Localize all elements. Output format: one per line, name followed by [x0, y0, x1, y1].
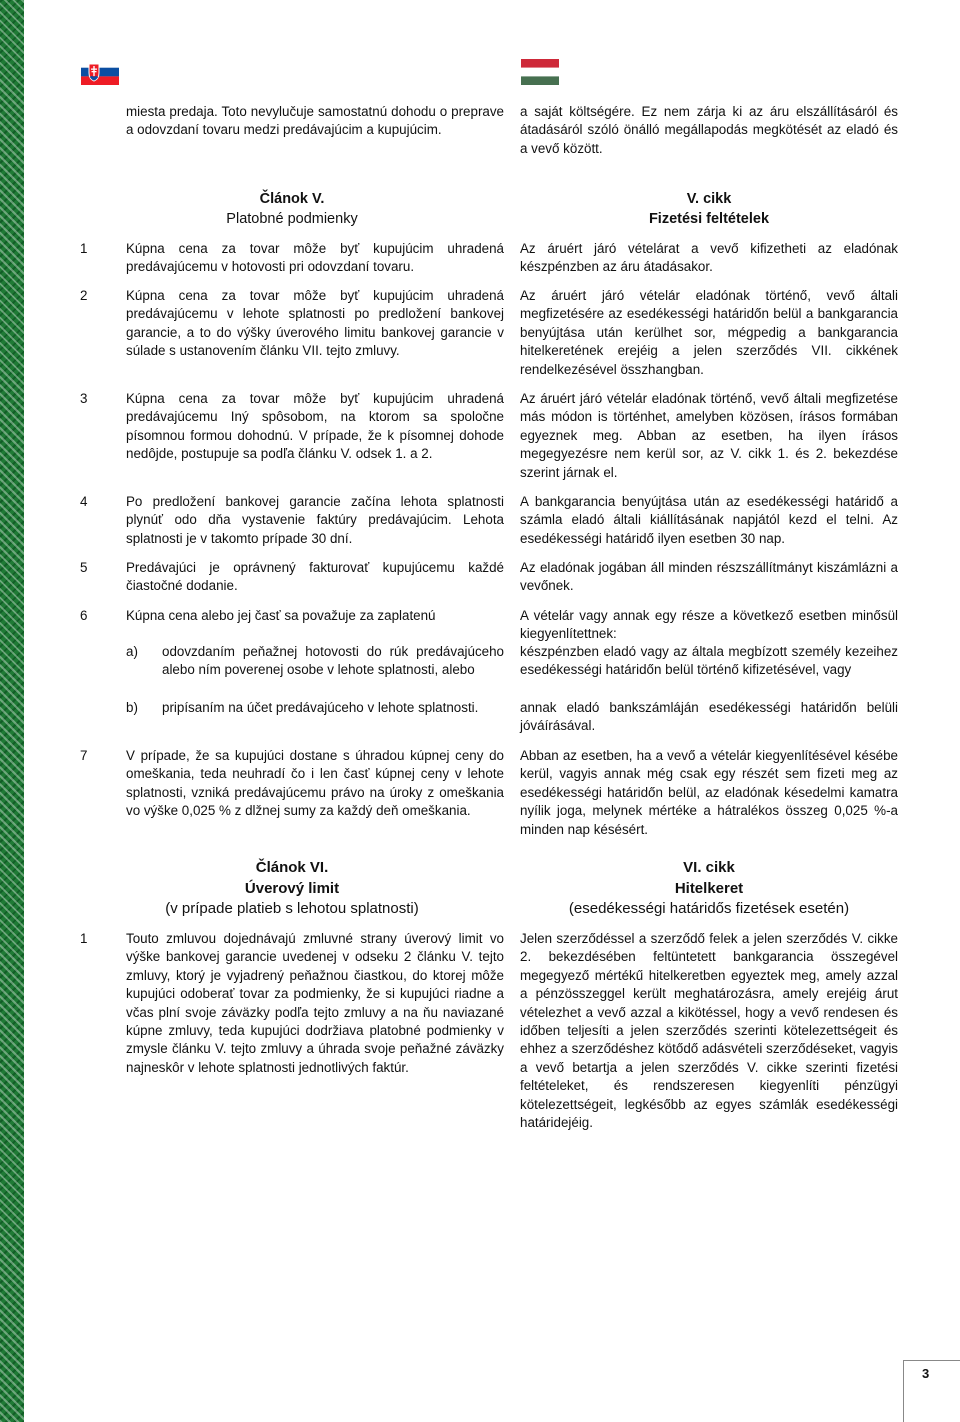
sub-item-text-sk: pripísaním na účet predávajúceho v lehote splatnosti.	[162, 700, 479, 715]
sub-item-text-hu: annak eladó bankszámláján esedékességi határidőn belüli jóváírásával.	[520, 700, 898, 734]
item-text-hu: Az áruért járó vételár eladónak történő, vevő általi megfizetése más módon is történhet, amelyben közösen, írásos formában egyeznek meg. Abban az esetben, ha ilyen írásos megegyezésre nem kerül sor, az V. cikk 1. és 2. bekezdése szerint járnak el.	[520, 391, 898, 480]
article6-heading-hu	[520, 858, 898, 920]
item-number: 2	[80, 288, 88, 303]
item-text-sk: Touto zmluvou dojednávajú zmluvné strany úverový limit vo výške bankovej garancie uvedenej v odseku 2 článku V. tejto zmluvy, ktorý je vyjadrený peňažnou čiastkou, do ktorej môže kupujúci odoberať tovar za podmienky, že si kupujúci riadne a včas plní svoje záväzky podľa tejto zmluvy a na ňu naviazané kúpne zmluvy, teda kupujúci dodržiava platobné podmienky v zmysle článku V. tejto zmluvy a úhrada svoje peňažné záväzky najneskôr v lehote splatnosti jednotlivých faktúr.	[126, 931, 504, 1075]
article6-item1-sk	[126, 930, 504, 1077]
article5-item5-hu	[520, 559, 898, 596]
article6-title-hu: VI. cikk	[683, 859, 735, 876]
item-text-sk: Kúpna cena za tovar môže byť kupujúcim uhradená predávajúcemu v lehote splatnosti po predložení bankovej garancie, a to do výšky úverového limitu bankovej garancie v súlade s ustanovením článku VII. tejto zmluvy.	[126, 288, 504, 359]
article5-item1-sk	[126, 240, 504, 277]
item-number: 4	[80, 494, 88, 509]
item-text-hu: Az áruért járó vételár eladónak történő, vevő általi megfizetésére az esedékességi határidőn belül a bankgarancia benyújtása után kerülhet sor, mégpedig a bankgarancia hitelkeretének erejéig a jelen szerződés VII. cikkének rendelkezésével összhangban.	[520, 288, 898, 377]
flag-slovakia-icon	[81, 59, 119, 85]
article6-subtitle-hu: Hitelkeret	[674, 879, 744, 897]
article5-title-hu: V. cikk	[686, 191, 732, 207]
article5-item4-hu	[520, 493, 898, 548]
sub-item-letter: a)	[126, 644, 138, 659]
article5-item6-hu	[520, 607, 898, 644]
item-number: 7	[80, 748, 88, 763]
article5-item3-sk	[126, 390, 504, 464]
item-number: 1	[80, 931, 88, 946]
intro-hu	[520, 103, 898, 158]
item-number: 6	[80, 608, 88, 623]
article5-item7-sk	[126, 747, 504, 821]
item-text-sk: Kúpna cena za tovar môže byť kupujúcim uhradená predávajúcemu Iný spôsobom, na ktorom sa spoločne písomnou formou dohodnú. V prípade, že k písomnej dohode nedôjde, postupuje sa podľa článku V. odsek 1. a 2.	[126, 391, 504, 462]
article5-item3-hu	[520, 390, 898, 482]
item-text-sk: Kúpna cena alebo jej časť sa považuje za zaplatenú	[126, 608, 436, 623]
item-text-sk: Predávajúci je oprávnený fakturovať kupujúcemu každé čiastočné dodanie.	[126, 560, 504, 594]
intro-sk	[126, 103, 504, 140]
article5-subtitle-hu: Fizetési feltételek	[648, 211, 770, 227]
footer-divider	[903, 1360, 960, 1361]
item-text-hu: Az eladónak jogában áll minden részszállítmányt kiszámlázni a vevőnek.	[520, 560, 898, 594]
item-text-sk: Kúpna cena za tovar môže byť kupujúcim uhradená predávajúcemu v hotovosti pri odovzdaní tovaru.	[126, 241, 504, 275]
article5-title-sk: Článok V.	[259, 191, 325, 207]
page-number: 3	[922, 1366, 930, 1381]
article5-item4-sk	[126, 493, 504, 548]
article5-item5-sk	[126, 559, 504, 596]
item-text-hu: A bankgarancia benyújtása után az esedékességi határidő a számla eladó általi kiállításának napjától kezd el telni. Az esedékességi határidő ilyen esetben 30 nap.	[520, 494, 898, 546]
flag-hungary-icon	[521, 59, 559, 85]
item-text-hu: Abban az esetben, ha a vevő a vételár kiegyenlítésével késébe kerül, vagyis annak még csak egy részét sem fizeti meg az esedékességi határidőn belül, az eladónak késedelmi kamatra nyílik joga, melynek mértéke a hátralékos összeg 0,025 %-a minden nap késésért.	[520, 748, 898, 837]
intro-hu-text: a saját költségére. Ez nem zárja ki az áru elszállításáról és átadásáról szóló önálló megállapodás megkötését az eladó és a vevő között.	[520, 104, 898, 156]
sub-item-a-hu	[520, 643, 898, 680]
item-text-hu: A vételár vagy annak egy része a következő esetben minősül kiegyenlítettnek:	[520, 608, 898, 642]
footer-divider-vertical	[903, 1360, 904, 1422]
article5-item2-sk	[126, 287, 504, 361]
article5-item2-hu	[520, 287, 898, 379]
article5-item6-sk	[126, 607, 504, 625]
article6-subtitle2-sk: (v prípade platieb s lehotou splatnosti)	[165, 900, 419, 917]
sub-item-text-hu: készpénzben eladó vagy az általa megbízott személy kezeihez esedékességi határidőn belül történő kifizetésével, vagy	[520, 644, 898, 678]
item-number: 5	[80, 560, 88, 575]
article6-title-sk: Článok VI.	[255, 859, 329, 876]
article6-subtitle-sk: Úverový limit	[244, 879, 340, 897]
article5-item7-hu	[520, 747, 898, 839]
item-text-sk: Po predložení bankovej garancie začína lehota splatnosti plynúť odo dňa vystavenie faktúry predávajúcim. Lehota splatnosti je v takomto prípade 30 dní.	[126, 494, 504, 546]
item-text-hu: Jelen szerződéssel a szerződő felek a jelen szerződés V. cikke 2. bekezdésében feltüntetett bankgarancia összegével megegyező mértékű hitelkeretben egyeztek meg, amely azzal a pénzösszeggel került meghatározásra, amely erejéig árut vételezhet a vevő azzal a kikötéssel, hogy a vevő rendesen és időben teljesíti a jelen szerződés szerinti kötelezettségeit és ehhez a szerződéshez kötődő adásvételi szerződéseket, vagyis a vevő betartja a jelen szerződés V. cikke szerinti fizetési feltételeket, és rendszeresen kiegyenlíti pénzügyi kötelezettségeit, legkésőbb az egyes számlák esedékességi határidejéig.	[520, 931, 898, 1131]
sub-item-text-sk: odovzdaním peňažnej hotovosti do rúk predávajúceho alebo ním poverenej osobe v lehote splatnosti, alebo	[162, 644, 504, 678]
article6-heading-sk	[126, 858, 458, 920]
article6-subtitle2-hu: (esedékességi határidős fizetések esetén)	[568, 900, 850, 917]
article5-subtitle-sk: Platobné podmienky	[226, 211, 358, 227]
article5-heading-sk	[126, 189, 458, 229]
article5-item1-hu	[520, 240, 898, 277]
decorative-border	[0, 0, 24, 1422]
article5-heading-hu	[520, 189, 898, 229]
sub-item-b-hu	[520, 699, 898, 736]
item-text-sk: V prípade, že sa kupujúci dostane s úhradou kúpnej ceny do omeškania, teda neuhradí čo i len časť kúpnej ceny v lehote splatnosti, vzniká predávajúcemu právo na úroky z omeškania vo výške 0,025 % z dlžnej sumy za každý deň omeškania.	[126, 748, 504, 819]
item-number: 1	[80, 241, 88, 256]
sub-item-b-sk	[162, 699, 504, 717]
sub-item-letter: b)	[126, 700, 138, 715]
sub-item-a-sk	[162, 643, 504, 680]
item-text-hu: Az áruért járó vételárat a vevő kifizetheti az eladónak készpénzben az áru átadásakor.	[520, 241, 898, 275]
article6-item1-hu	[520, 930, 898, 1132]
intro-sk-text: miesta predaja. Toto nevylučuje samostatnú dohodu o preprave a odovzdaní tovaru medzi predávajúcim a kupujúcim.	[126, 104, 504, 138]
item-number: 3	[80, 391, 88, 406]
